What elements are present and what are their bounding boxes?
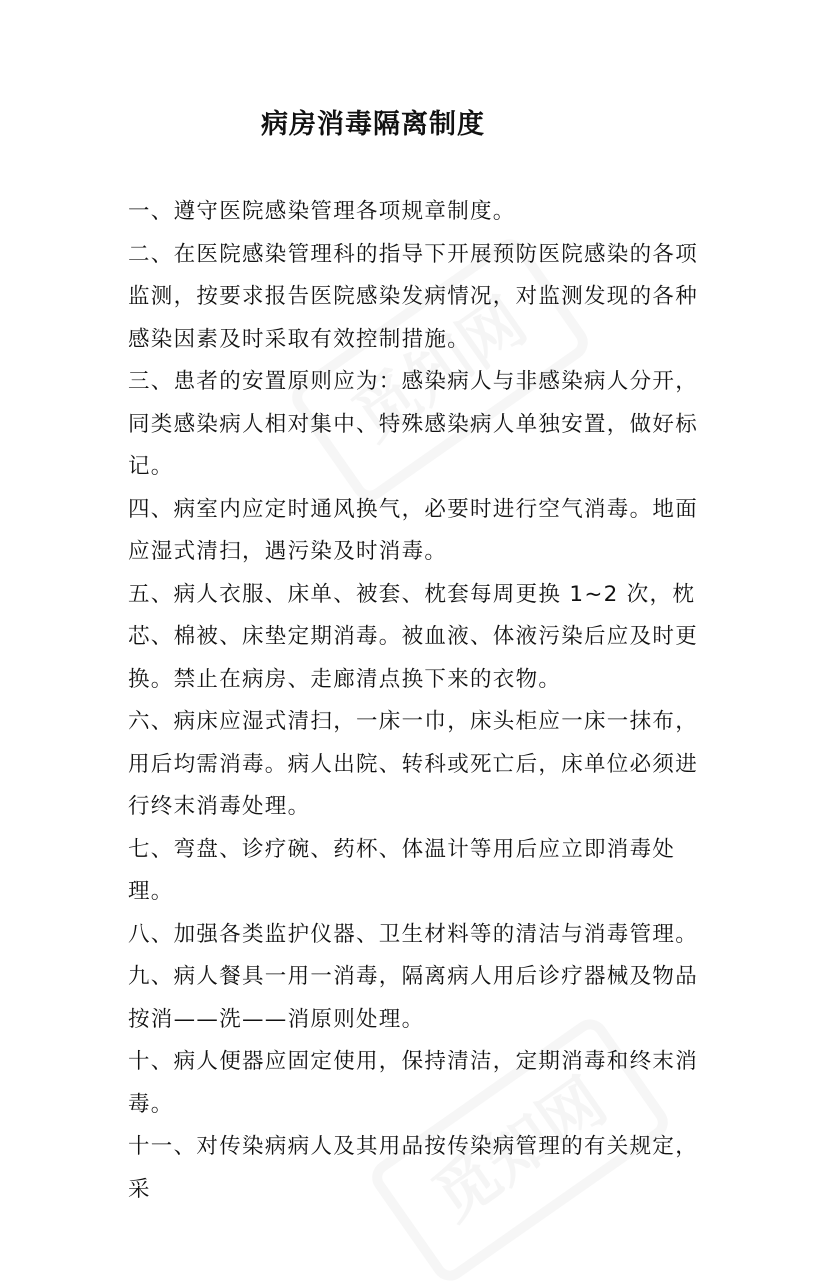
paragraph-1: 一、遵守医院感染管理各项规章制度。 bbox=[128, 199, 516, 224]
paragraph-9: 九、病人餐具一用一消毒，隔离病人用后诊疗器械及物品按消——洗——消原则处理。 bbox=[128, 964, 699, 1032]
document-title: 病房消毒隔离制度 bbox=[261, 109, 485, 140]
paragraph-7: 七、弯盘、诊疗碗、药杯、体温计等用后应立即消毒处理。 bbox=[128, 836, 676, 904]
paragraph-8: 八、加强各类监护仪器、卫生材料等的清洁与消毒管理。 bbox=[128, 921, 699, 947]
paragraph-5: 五、病人衣服、床单、被套、枕套每周更换 1~2 次，枕芯、棉被、床垫定期消毒。被血液、体液污染后应及时更换。禁止在病房、走廊清点换下来的衣物。 bbox=[128, 581, 699, 692]
paragraph-10: 十、病人便器应固定使用，保持清洁，定期消毒和终末消毒。 bbox=[128, 1049, 699, 1117]
paragraph-2: 二、在医院感染管理科的指导下开展预防医院感染的各项监测，按要求报告医院感染发病情况，对监测发现的各种感染因素及时采取有效控制措施。 bbox=[128, 241, 699, 352]
document-body bbox=[128, 191, 713, 1211]
paragraph-3: 三、患者的安置原则应为：感染病人与非感染病人分开，同类感染病人相对集中、特殊感染病人单独安置，做好标记。 bbox=[128, 369, 699, 479]
paragraph-11: 十一、对传染病病人及其用品按传染病管理的有关规定，采 bbox=[128, 1134, 699, 1202]
paragraph-6: 六、病床应湿式清扫，一床一巾，床头柜应一床一抹布，用后均需消毒。病人出院、转科或死亡后，床单位必须进行终末消毒处理。 bbox=[128, 709, 699, 819]
paragraph-4: 四、病室内应定时通风换气，必要时进行空气消毒。地面应湿式清扫，遇污染及时消毒。 bbox=[128, 496, 699, 564]
